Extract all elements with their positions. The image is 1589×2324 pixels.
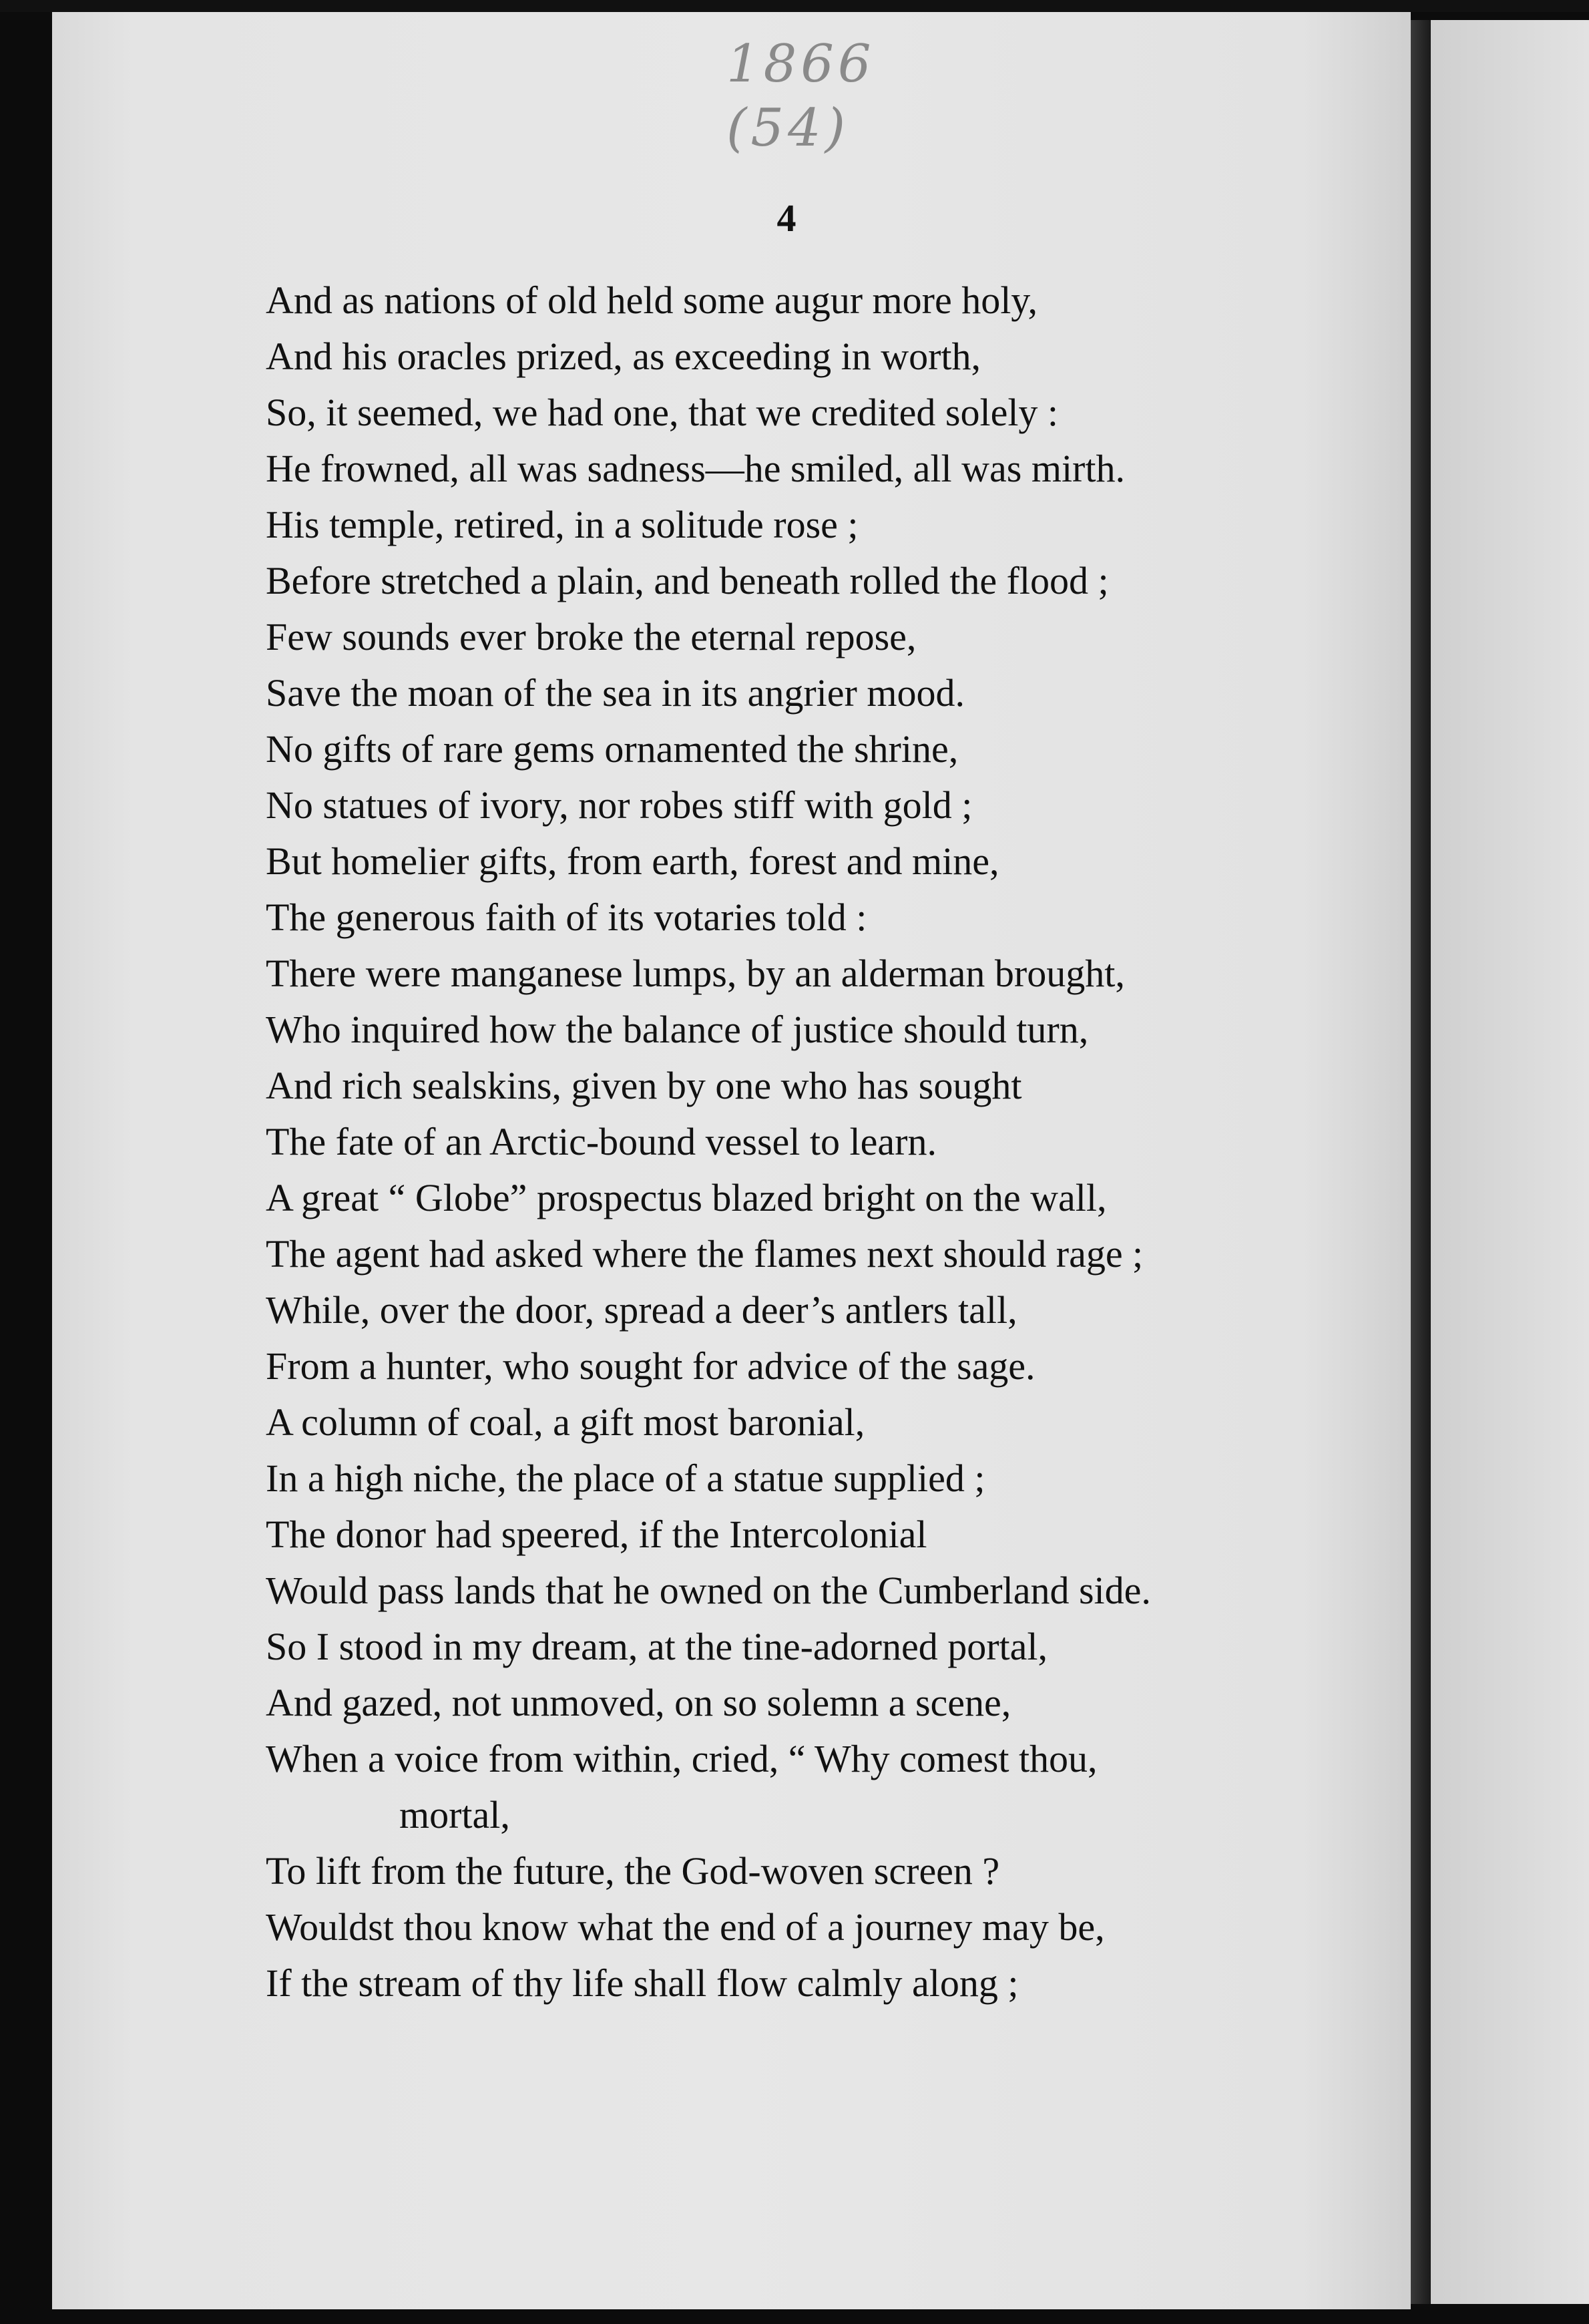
poem-line: He frowned, all was sadness—he smiled, all was mirth. — [266, 447, 1125, 490]
poem-line: So, it seemed, we had one, that we credited solely : — [266, 391, 1059, 434]
page-sheet — [52, 12, 1411, 2309]
poem-line: So I stood in my dream, at the tine-adorned portal, — [266, 1625, 1048, 1668]
poem-text — [266, 272, 1401, 2011]
poem-line: No gifts of rare gems ornamented the shrine, — [266, 727, 959, 771]
poem-line: The agent had asked where the flames next should rage ; — [266, 1232, 1144, 1276]
poem-line: Wouldst thou know what the end of a journey may be, — [266, 1905, 1105, 1949]
poem-line: The fate of an Arctic-bound vessel to learn. — [266, 1120, 937, 1163]
poem-line: Save the moan of the sea in its angrier mood. — [266, 671, 965, 715]
poem-line: Before stretched a plain, and beneath rolled the flood ; — [266, 559, 1109, 602]
poem-line: Would pass lands that he owned on the Cumberland side. — [266, 1569, 1151, 1612]
poem-line: To lift from the future, the God-woven screen ? — [266, 1849, 1000, 1893]
poem-line: A column of coal, a gift most baronial, — [266, 1400, 865, 1444]
page-binding-edge — [1411, 20, 1431, 2304]
adjacent-page — [1431, 20, 1589, 2304]
bleed-through-handwriting: ​ — [914, 129, 926, 214]
poem-line: The generous faith of its votaries told : — [266, 896, 867, 939]
poem-line: His temple, retired, in a solitude rose ; — [266, 503, 859, 546]
poem-line: And as nations of old held some augur more holy, — [266, 278, 1038, 322]
handwritten-year: 1866 — [726, 34, 875, 94]
poem-line: When a voice from within, cried, “ Why comest thou, — [266, 1737, 1098, 1780]
poem-line: A great “ Globe” prospectus blazed bright on the wall, — [266, 1176, 1107, 1219]
poem-line: But homelier gifts, from earth, forest and mine, — [266, 839, 999, 883]
poem-line: No statues of ivory, nor robes stiff with gold ; — [266, 783, 973, 827]
poem-line: Few sounds ever broke the eternal repose, — [266, 615, 917, 658]
poem-line: From a hunter, who sought for advice of the sage. — [266, 1344, 1036, 1388]
poem-line: And rich sealskins, given by one who has sought — [266, 1064, 1022, 1107]
scan-top-border — [0, 0, 1589, 12]
poem-line: There were manganese lumps, by an alderman brought, — [266, 952, 1125, 995]
poem-line: mortal, — [399, 1793, 510, 1836]
poem-line: And his oracles prized, as exceeding in worth, — [266, 335, 981, 378]
poem-line: While, over the door, spread a deer’s antlers tall, — [266, 1288, 1017, 1332]
poem-line: If the stream of thy life shall flow calmly along ; — [266, 1961, 1019, 2005]
poem-line: And gazed, not unmoved, on so solemn a scene, — [266, 1681, 1011, 1724]
handwritten-reference: (54) — [726, 98, 850, 158]
page-number: 4 — [776, 196, 797, 240]
poem-line: In a high niche, the place of a statue supplied ; — [266, 1457, 985, 1500]
handwritten-note — [726, 32, 900, 160]
poem-line: The donor had speered, if the Intercolonial — [266, 1513, 927, 1556]
poem-line: Who inquired how the balance of justice should turn, — [266, 1008, 1089, 1051]
